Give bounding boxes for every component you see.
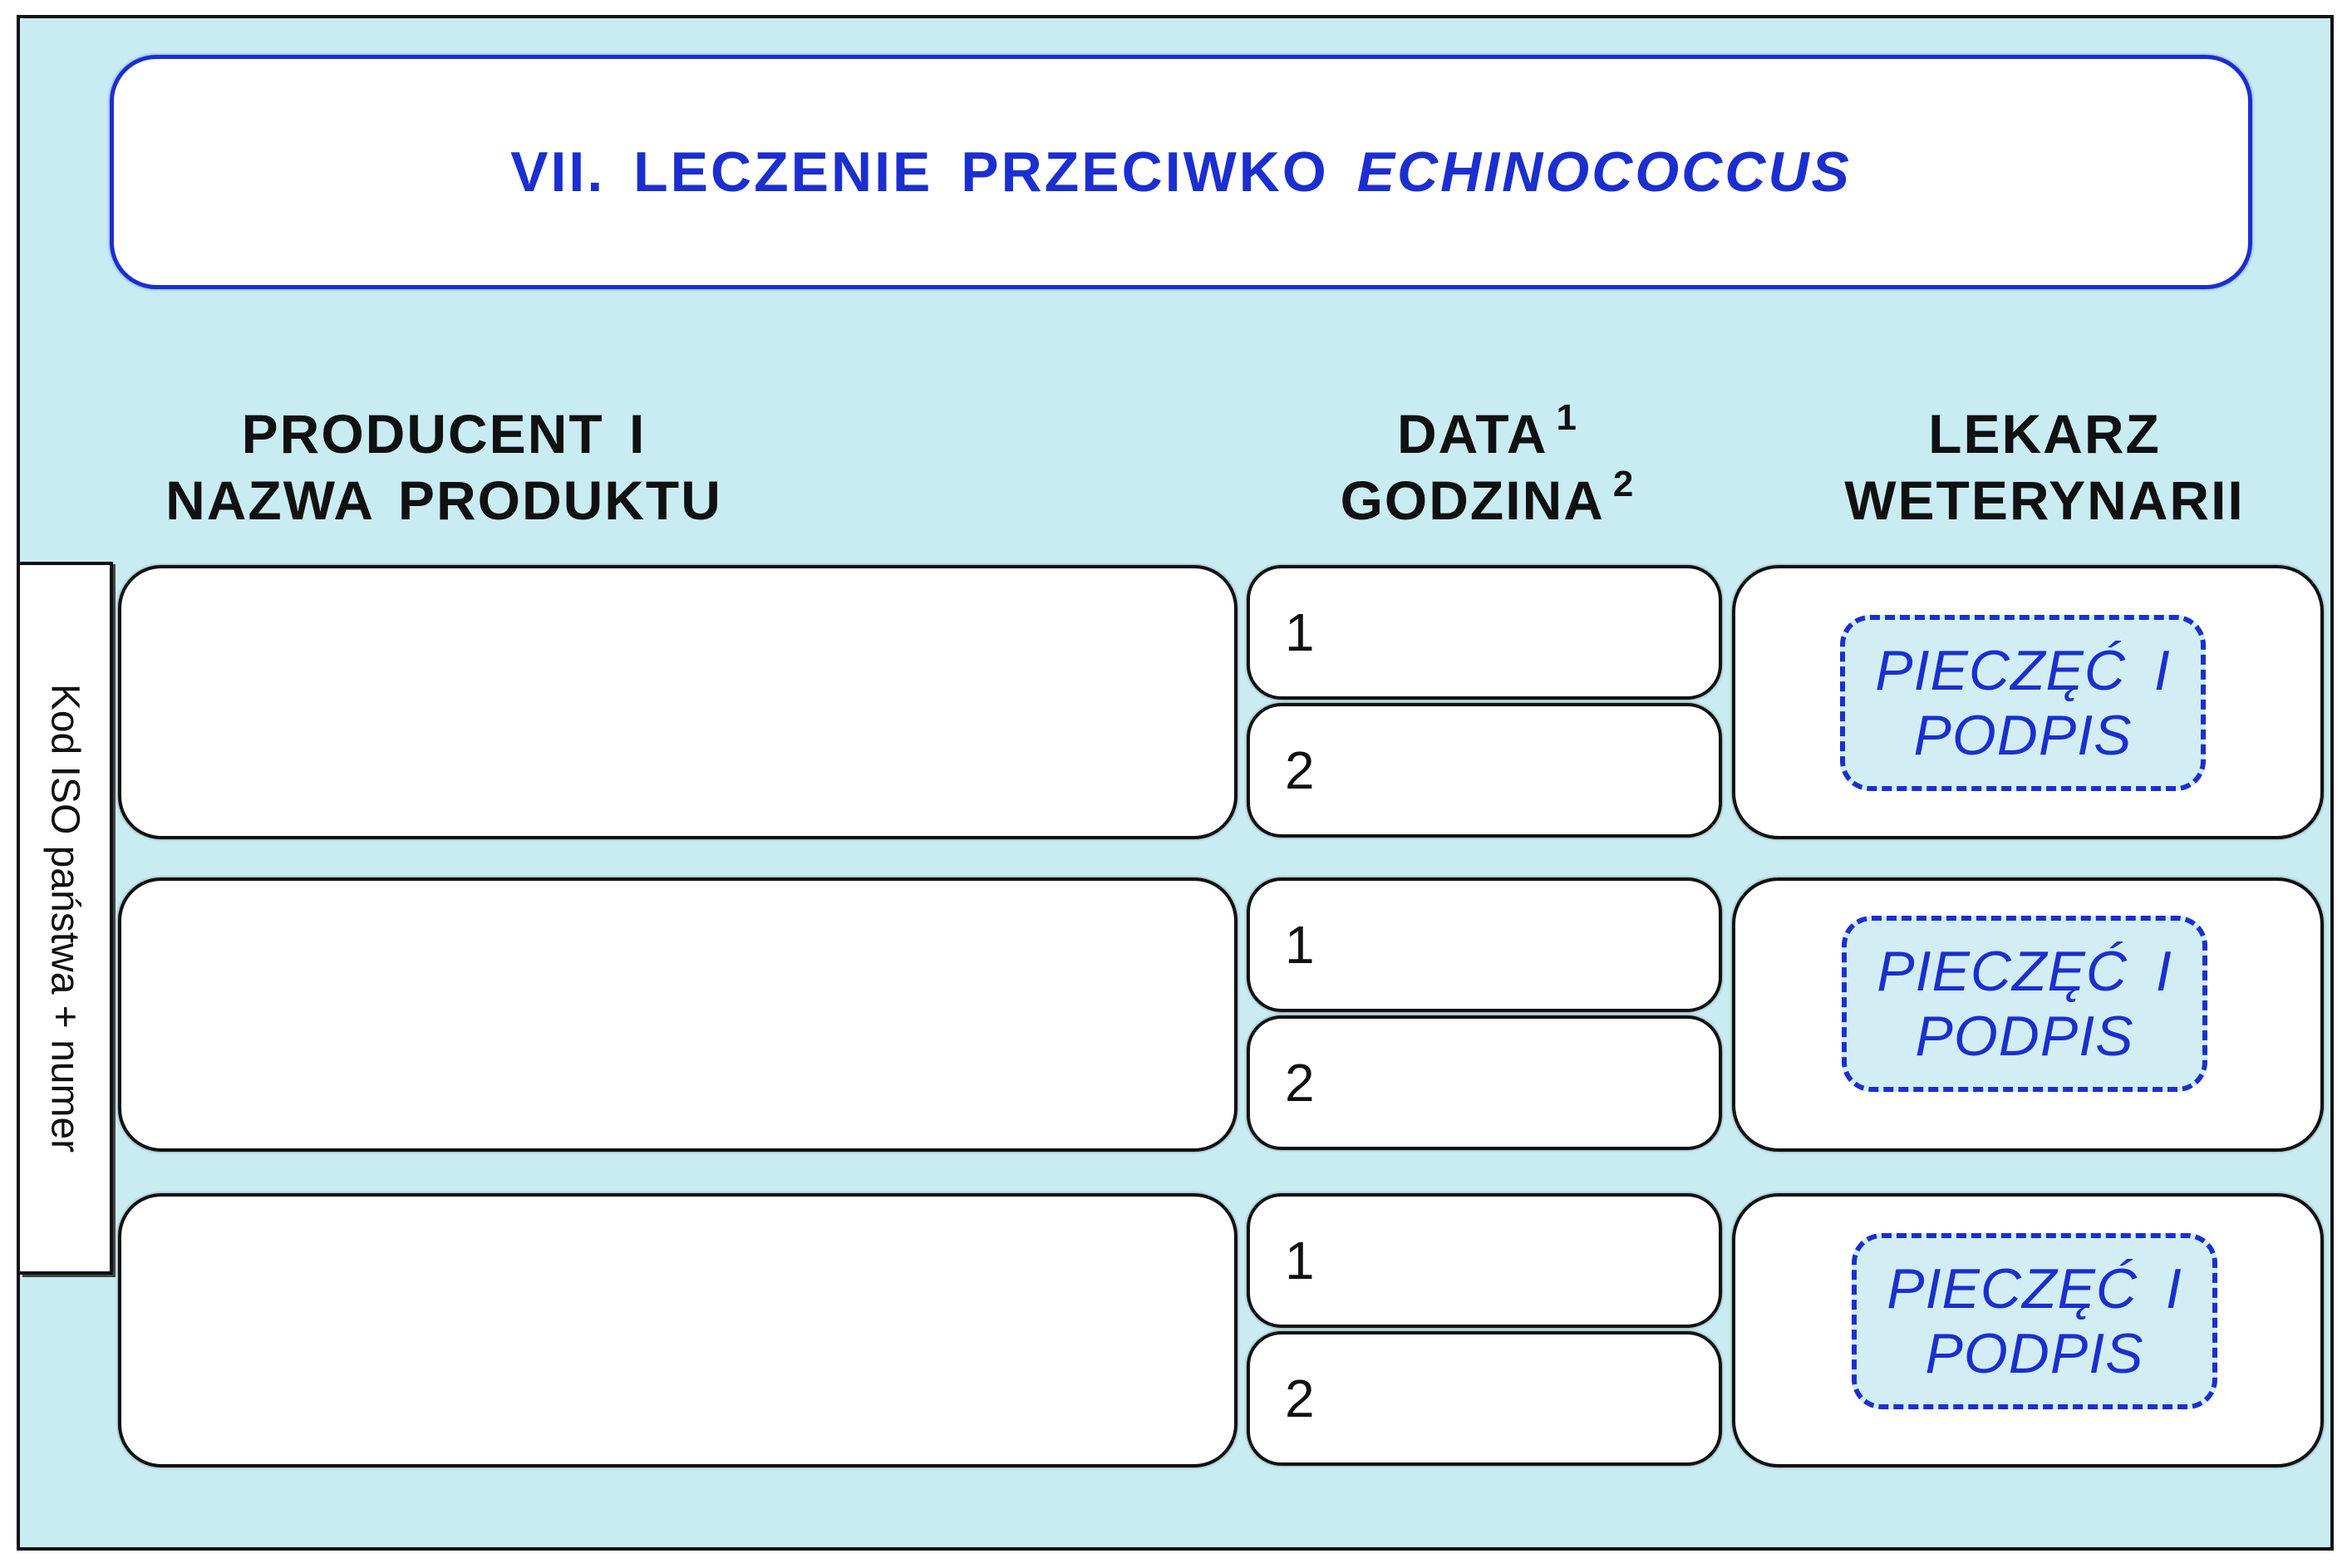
header-data-line2: GODZINA xyxy=(1340,469,1605,531)
date-field-1[interactable] xyxy=(1247,565,1722,700)
header-lekarz-line2: WETERYNARII xyxy=(1844,469,2245,531)
product-field-2[interactable] xyxy=(118,877,1238,1152)
header-lekarz-line1: LEKARZ xyxy=(1928,403,2161,465)
section-title-italic: ECHINOCOCCUS xyxy=(1356,140,1852,204)
header-data-sup2: 2 xyxy=(1612,464,1636,504)
vet-field-2[interactable] xyxy=(1732,877,2324,1152)
header-producent-line1: PRODUCENT I xyxy=(241,403,647,465)
stamp-signature-area xyxy=(1840,615,2206,791)
stamp-line2: PODPIS xyxy=(1925,1322,2144,1385)
date-field-2[interactable] xyxy=(1247,877,1722,1012)
time-field-1[interactable] xyxy=(1247,703,1722,838)
time-number-label: 2 xyxy=(1285,1369,1315,1428)
header-producent-line2: NAZWA PRODUKTU xyxy=(165,469,722,531)
header-data-line1: DATA xyxy=(1397,403,1548,465)
stamp-signature-area xyxy=(1842,916,2207,1092)
time-number-label: 2 xyxy=(1285,740,1315,800)
time-field-2[interactable] xyxy=(1247,1015,1722,1150)
vet-field-1[interactable] xyxy=(1732,565,2324,839)
date-number-label: 1 xyxy=(1285,602,1315,662)
stamp-line1: PIECZĘĆ I xyxy=(1887,1257,2182,1320)
header-godzina-line xyxy=(1255,464,1720,533)
iso-code-label: Kod ISO państwa + numer xyxy=(42,683,87,1153)
stamp-line1: PIECZĘĆ I xyxy=(1877,940,2172,1003)
stamp-signature-area xyxy=(1852,1233,2217,1409)
section-title-box xyxy=(110,55,2252,289)
header-data-godzina xyxy=(1255,397,1720,533)
iso-code-tab xyxy=(20,562,113,1275)
section-title xyxy=(510,140,1852,204)
product-field-3[interactable] xyxy=(118,1193,1238,1467)
stamp-line2: PODPIS xyxy=(1913,704,2133,767)
header-data-sup1: 1 xyxy=(1556,397,1578,438)
date-field-3[interactable] xyxy=(1247,1193,1722,1328)
time-field-3[interactable] xyxy=(1247,1331,1722,1466)
time-number-label: 2 xyxy=(1285,1053,1315,1113)
stamp-line1: PIECZĘĆ I xyxy=(1875,639,2171,702)
header-producent xyxy=(20,401,868,533)
date-number-label: 1 xyxy=(1285,1231,1315,1290)
form-page xyxy=(17,15,2334,1551)
date-number-label: 1 xyxy=(1285,915,1315,975)
vet-field-3[interactable] xyxy=(1732,1193,2324,1467)
header-data-line xyxy=(1255,397,1720,467)
product-field-1[interactable] xyxy=(118,565,1238,839)
stamp-line2: PODPIS xyxy=(1915,1005,2134,1068)
header-lekarz xyxy=(1749,401,2340,533)
section-title-prefix: VII. LECZENIE PRZECIWKO xyxy=(510,140,1329,204)
